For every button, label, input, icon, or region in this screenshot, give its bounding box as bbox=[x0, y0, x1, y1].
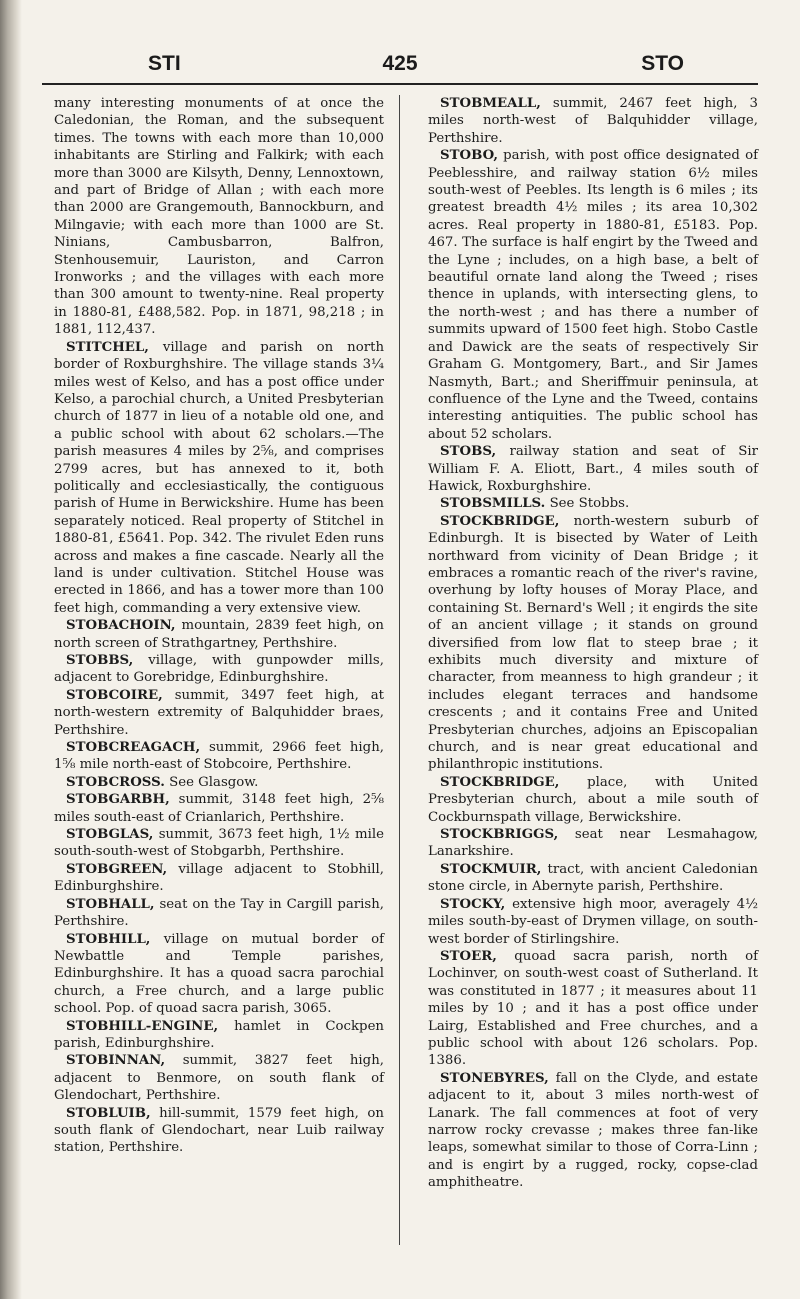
entry-text: hamlet in Cockpen parish, Edinburghshire. bbox=[54, 1018, 384, 1051]
gazetteer-entry bbox=[54, 739, 384, 774]
entry-headword: STOBMEALL, bbox=[440, 96, 541, 111]
entry-headword: STOBACHOIN, bbox=[66, 618, 176, 634]
gazetteer-entry bbox=[54, 652, 384, 687]
gazetteer-entry bbox=[54, 791, 384, 826]
entry-headword: STOBGARBH, bbox=[66, 792, 170, 808]
column-divider bbox=[399, 95, 400, 1245]
entry-headword: STOBBS, bbox=[66, 653, 134, 668]
page-spine-shadow bbox=[0, 0, 22, 1299]
entry-text: seat on the Tay in Cargill parish, Perthshire. bbox=[54, 896, 384, 930]
gazetteer-entry bbox=[428, 443, 758, 495]
entry-headword: STOBHALL, bbox=[66, 896, 155, 912]
left-column bbox=[54, 95, 384, 1157]
entry-headword: STITCHEL, bbox=[66, 339, 149, 355]
entry-headword: STOBINNAN, bbox=[66, 1053, 166, 1069]
entry-text: extensive high moor, averagely 4½ miles south-by-east of Drymen village, on south-west border of Stirlingshire. bbox=[428, 896, 758, 947]
entry-text: summit, 3673 feet high, 1½ mile south-south-west of Stobgarbh, Perthshire. bbox=[54, 827, 384, 860]
entry-headword: STOER, bbox=[440, 948, 497, 964]
entry-headword: STOBCROSS. bbox=[66, 774, 165, 790]
entry-headword: STONEBYRES, bbox=[440, 1070, 549, 1086]
gazetteer-entry bbox=[428, 1070, 758, 1192]
entry-headword: STOCKBRIGGS, bbox=[440, 827, 559, 843]
header-left-guideword: STI bbox=[148, 52, 181, 75]
gazetteer-entry bbox=[54, 774, 384, 791]
entry-text: fall on the Clyde, and estate adjacent to it, about 3 miles north-west of Lanark. The fall commences at foot of very narrow rocky crevasse ; makes three fan-like leaps, somewhat similar to those of Corra-Linn ; and is engirt by a rugged, rocky, copse-clad amphitheatre. bbox=[428, 1070, 758, 1191]
entry-headword: STOBO, bbox=[440, 148, 498, 164]
entry-text: mountain, 2839 feet high, on north screen of Strathgartney, Perthshire. bbox=[54, 618, 384, 651]
gazetteer-entry bbox=[428, 826, 758, 861]
entry-text: place, with United Presbyterian church, about a mile south of Cockburnspath village, Berwickshire. bbox=[428, 774, 758, 825]
header-right-guideword: STO bbox=[641, 52, 684, 75]
gazetteer-entry bbox=[54, 95, 384, 339]
entry-text: summit, 2966 feet high, 1⅝ mile north-east of Stobcoire, Perthshire. bbox=[54, 740, 384, 773]
gazetteer-entry bbox=[54, 826, 384, 861]
header-rule bbox=[42, 83, 758, 85]
gazetteer-entry bbox=[54, 931, 384, 1018]
entry-text: seat near Lesmahagow, Lanarkshire. bbox=[428, 827, 758, 860]
entry-text: many interesting monuments of at once the Caledonian, the Roman, and the subsequent times. The towns with each more than 10,000 inhabitants are Stirling and Falkirk; with each more than 3000 are Kilsyth, Denny, Lennoxtown, and part of Bridge of Allan ; with each more than 2000 are Grangemouth, Bannockburn, and Milngavie; with each more than 1000 are St. Ninians, Cambusbarron, Balfron, Stenhousemuir, Lauriston, and Carron Ironworks ; and the villages with each more than 300 amount to twenty-nine. Real property in 1880-81, £488,582. Pop. in 1871, 98,218 ; in 1881, 112,437. bbox=[54, 96, 384, 338]
gazetteer-entry bbox=[428, 513, 758, 774]
running-header bbox=[40, 52, 760, 82]
gazetteer-entry bbox=[428, 147, 758, 443]
right-column bbox=[428, 95, 758, 1192]
gazetteer-entry bbox=[54, 617, 384, 652]
gazetteer-entry bbox=[54, 1105, 384, 1157]
entry-headword: STOBSMILLS. bbox=[440, 496, 546, 512]
entry-text: summit, 3827 feet high, adjacent to Benmore, on south flank of Glendochart, Perthshire. bbox=[54, 1053, 384, 1104]
gazetteer-entry bbox=[54, 1052, 384, 1104]
gazetteer-entry bbox=[428, 95, 758, 147]
entry-text: summit, 2467 feet high, 3 miles north-west of Balquhidder village, Perthshire. bbox=[428, 96, 758, 146]
entry-text: summit, 3497 feet high, at north-western extremity of Balquhidder braes, Perthshire. bbox=[54, 687, 384, 738]
gazetteer-entry bbox=[54, 687, 384, 739]
entry-headword: STOCKY, bbox=[440, 896, 506, 912]
entry-text: summit, 3148 feet high, 2⅝ miles south-east of Crianlarich, Perthshire. bbox=[54, 792, 384, 825]
page-number: 425 bbox=[382, 52, 418, 75]
entry-headword: STOBGLAS, bbox=[66, 827, 154, 843]
entry-text: village on mutual border of Newbattle and Temple parishes, Edinburghshire. It has a quoad sacra parochial church, a Free church, and a large public school. Pop. of quoad sacra parish, 3065. bbox=[54, 931, 384, 1017]
entry-headword: STOBGREEN, bbox=[66, 861, 168, 877]
entry-text: village, with gunpowder mills, adjacent to Gorebridge, Edinburghshire. bbox=[54, 653, 384, 686]
entry-headword: STOBHILL, bbox=[66, 931, 151, 947]
gazetteer-entry bbox=[428, 774, 758, 826]
entry-headword: STOBS, bbox=[440, 444, 497, 460]
entry-text: village and parish on north border of Roxburghshire. The village stands 3¼ miles west of Kelso, and has a post office under Kelso, a parochial church, a United Presbyterian church of 1877 in lieu of a notable old one, and a public school with about 62 scholars.—The parish measures 4 miles by 2⅝, and comprises 2799 acres, but has annexed to it, both politically and ecclesiastically, the contiguous parish of Hume in Berwickshire. Hume has been separately noticed. Real property of Stitchel in 1880-81, £5641. Pop. 342. The rivulet Eden runs across and makes a fine cascade. Nearly all the land is under cultivation. Stitchel House was erected in 1866, and has a tower more than 100 feet high, commanding a very extensive view. bbox=[54, 339, 385, 616]
entry-headword: STOCKBRIDGE, bbox=[440, 513, 560, 529]
gazetteer-entry bbox=[54, 861, 384, 896]
entry-headword: STOBCREAGACH, bbox=[66, 740, 201, 756]
entry-text: village adjacent to Stobhill, Edinburghshire. bbox=[54, 861, 384, 895]
entry-text: See Glasgow. bbox=[169, 774, 259, 790]
entry-text: parish, with post office designated of Peeblesshire, and railway station 6½ miles south-west of Peebles. Its length is 6 miles ; its greatest breadth 4½ miles ; its area 10,302 acres. Real property in 1880-81, £5183. Pop. 467. The surface is half engirt by the Tweed and the Lyne ; includes, on a high base, a belt of beautiful ornate land along the Tweed ; rises thence in uplands, with intersecting glens, to the north-west ; and has there a number of summits upward of 1500 feet high. Stobo Castle and Dawick are the seats of respectively Sir Graham G. Montgomery, Bart., and Sir James Nasmyth, Bart.; and Sheriffmuir peninsula, at confluence of the Lyne and the Tweed, contains interesting antiquities. The public school has about 52 scholars. bbox=[428, 148, 759, 442]
entry-text: north-western suburb of Edinburgh. It is bisected by Water of Leith northward from vicinity of Dean Bridge ; it embraces a romantic reach of the river's ravine, overhung by lofty houses of Moray Place, and containing St. Bernard's Well ; it engirds the site of an ancient village ; it stands on ground diversified from low flat to steep brae ; it exhibits much diversity and mixture of character, from meanness to high grandeur ; it includes elegant terraces and handsome crescents ; and it contains Free and United Presbyterian churches, adjoins an Episcopalian church, and is near great educational and philanthropic institutions. bbox=[428, 513, 758, 773]
gazetteer-entry bbox=[428, 896, 758, 948]
gazetteer-entry bbox=[428, 861, 758, 896]
gazetteer-entry bbox=[54, 896, 384, 931]
gazetteer-entry bbox=[54, 1018, 384, 1053]
entry-text: quoad sacra parish, north of Lochinver, on south-west coast of Sutherland. It was constituted in 1877 ; it measures about 11 miles by 10 ; and it has a post office under Lairg, Established and Free churches, and a public school with about 126 scholars. Pop. 1386. bbox=[428, 948, 758, 1069]
entry-headword: STOCKBRIDGE, bbox=[440, 774, 560, 790]
entry-headword: STOBCOIRE, bbox=[66, 687, 163, 703]
entry-headword: STOBHILL-ENGINE, bbox=[66, 1018, 219, 1034]
gazetteer-entry bbox=[54, 339, 384, 618]
entry-headword: STOBLUIB, bbox=[66, 1105, 151, 1121]
entry-headword: STOCKMUIR, bbox=[440, 861, 542, 877]
gazetteer-entry bbox=[428, 948, 758, 1070]
entry-text: railway station and seat of Sir William F. A. Eliott, Bart., 4 miles south of Hawick, Roxburghshire. bbox=[428, 444, 758, 494]
entry-text: hill-summit, 1579 feet high, on south flank of Glendochart, near Luib railway station, Perthshire. bbox=[54, 1105, 384, 1156]
entry-text: See Stobbs. bbox=[549, 496, 630, 512]
entry-text: tract, with ancient Caledonian stone circle, in Abernyte parish, Perthshire. bbox=[428, 861, 758, 895]
gazetteer-entry bbox=[428, 495, 758, 512]
